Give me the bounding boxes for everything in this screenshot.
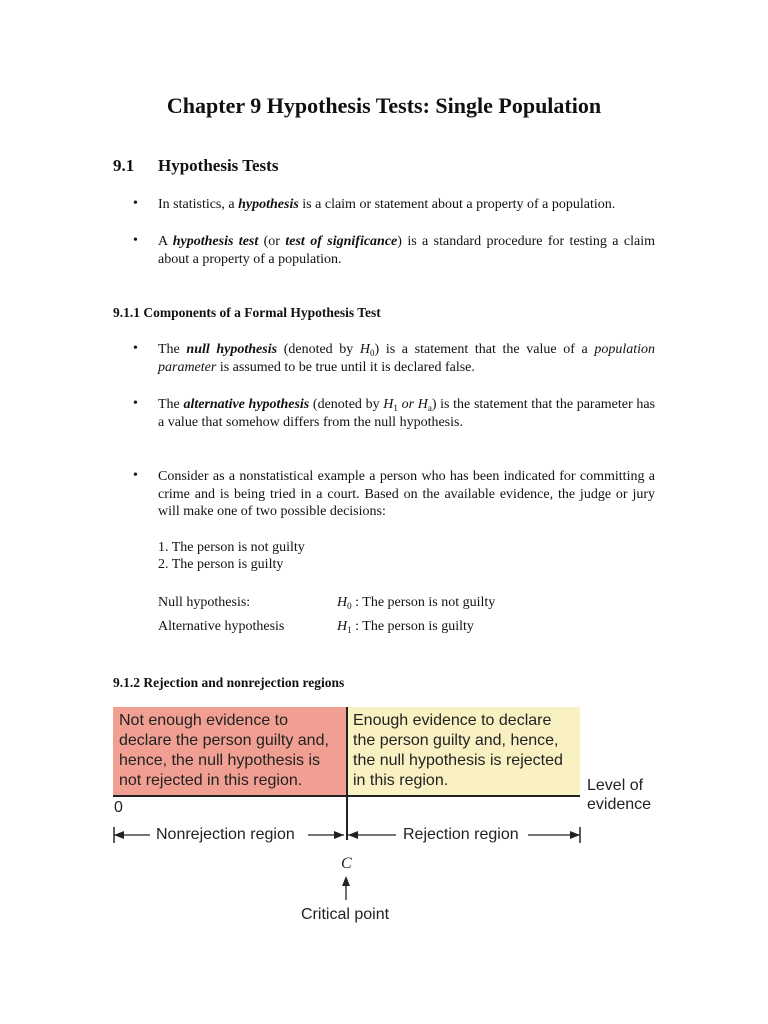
subsection-heading-components: 9.1.1 Components of a Formal Hypothesis Test — [113, 305, 381, 320]
symbol-h: H — [383, 397, 394, 412]
subscript: 1 — [393, 403, 398, 413]
nonrejection-region-label: Nonrejection region — [156, 826, 295, 843]
section-title: Hypothesis Tests — [158, 156, 279, 175]
text-fragment: A — [158, 234, 173, 249]
text-fragment: is assumed to be true until it is declared false. — [216, 359, 475, 375]
rejection-region-label: Rejection region — [403, 826, 519, 843]
text-fragment: The — [158, 397, 184, 412]
bullet-marker: • — [133, 341, 138, 356]
symbol-h: H — [337, 619, 348, 634]
term-alternative-hypothesis: alternative hypothesis — [183, 397, 310, 412]
nonrejection-box: Not enough evidence to declare the person guilty and, hence, the null hypothesis is not rejected in this region. — [113, 707, 346, 796]
critical-value-symbol: C — [341, 855, 352, 872]
text-fragment: : The person is not guilty — [351, 595, 496, 610]
axis-title: Level of evidence — [587, 777, 652, 813]
symbol-h: H — [359, 342, 371, 357]
term-hypothesis-test: hypothesis test — [172, 234, 259, 249]
bullet-court-example: Consider as a nonstatistical example a person who has been indicated for committing a crime and is being tried in a court. Based on the available evidence, the judge or jury will make one of two possible decisions: — [158, 469, 655, 519]
text-fragment: is a claim or statement about a property of a population. — [298, 197, 616, 212]
subsection-heading-regions: 9.1.2 Rejection and nonrejection regions — [113, 675, 345, 690]
text-or: or — [397, 397, 418, 412]
text-fragment: ) is a standard procedure for testing a claim about a property of a population. — [158, 234, 655, 267]
symbol-h: H — [417, 397, 428, 412]
rejection-box: Enough evidence to declare the person guilty and, hence, the null hypothesis is rejected in this region. — [347, 707, 580, 796]
term-test-of-significance: test of significance — [285, 234, 398, 249]
subscript: 0 — [370, 348, 375, 358]
arrowhead-right-icon — [334, 831, 344, 839]
alternative-hypothesis-label: Alternative hypothesis — [158, 619, 285, 634]
bullet-hypothesis-test-definition — [158, 233, 655, 268]
arrowhead-up-icon — [342, 876, 350, 886]
term-population-parameter: population parameter — [158, 342, 656, 375]
text-fragment: (denoted by — [277, 342, 360, 357]
arrowhead-left-icon — [348, 831, 358, 839]
subscript: a — [427, 403, 432, 413]
chapter-title: Chapter 9 Hypothesis Tests: Single Population — [166, 93, 602, 118]
subscript: 0 — [347, 601, 352, 611]
null-hypothesis-statement — [337, 595, 495, 611]
text-fragment: ) is the statement that the parameter has a value that somehow differs from the null hypothesis. — [158, 397, 656, 430]
bullet-null-hypothesis — [158, 341, 655, 376]
bullet-marker: • — [133, 196, 138, 211]
arrowhead-right-icon — [570, 831, 580, 839]
text-fragment: (or — [258, 234, 286, 249]
bullet-marker: • — [133, 233, 138, 248]
text-fragment: The — [158, 342, 187, 357]
axis-zero-label: 0 — [114, 799, 123, 816]
bullet-marker: • — [133, 396, 138, 411]
arrowhead-left-icon — [114, 831, 124, 839]
symbol-h: H — [337, 595, 348, 610]
text-fragment: (denoted by — [309, 397, 384, 412]
alternative-hypothesis-statement — [337, 619, 474, 635]
bullet-marker: • — [133, 468, 138, 483]
bullet-hypothesis-definition — [158, 196, 655, 214]
text-fragment: In statistics, a — [158, 197, 239, 212]
subscript: 1 — [347, 625, 352, 635]
null-hypothesis-label: Null hypothesis: — [158, 595, 251, 610]
text-fragment: : The person is guilty — [351, 619, 474, 634]
term-hypothesis: hypothesis — [238, 197, 299, 212]
bullet-alternative-hypothesis — [158, 396, 655, 431]
term-null-hypothesis: null hypothesis — [186, 342, 278, 357]
decision-item: 2. The person is guilty — [158, 557, 284, 572]
critical-point-label: Critical point — [301, 906, 390, 923]
decision-item: 1. The person is not guilty — [158, 540, 305, 555]
text-fragment: ) is a statement that the value of a — [374, 342, 595, 357]
section-number: 9.1 — [113, 156, 135, 175]
